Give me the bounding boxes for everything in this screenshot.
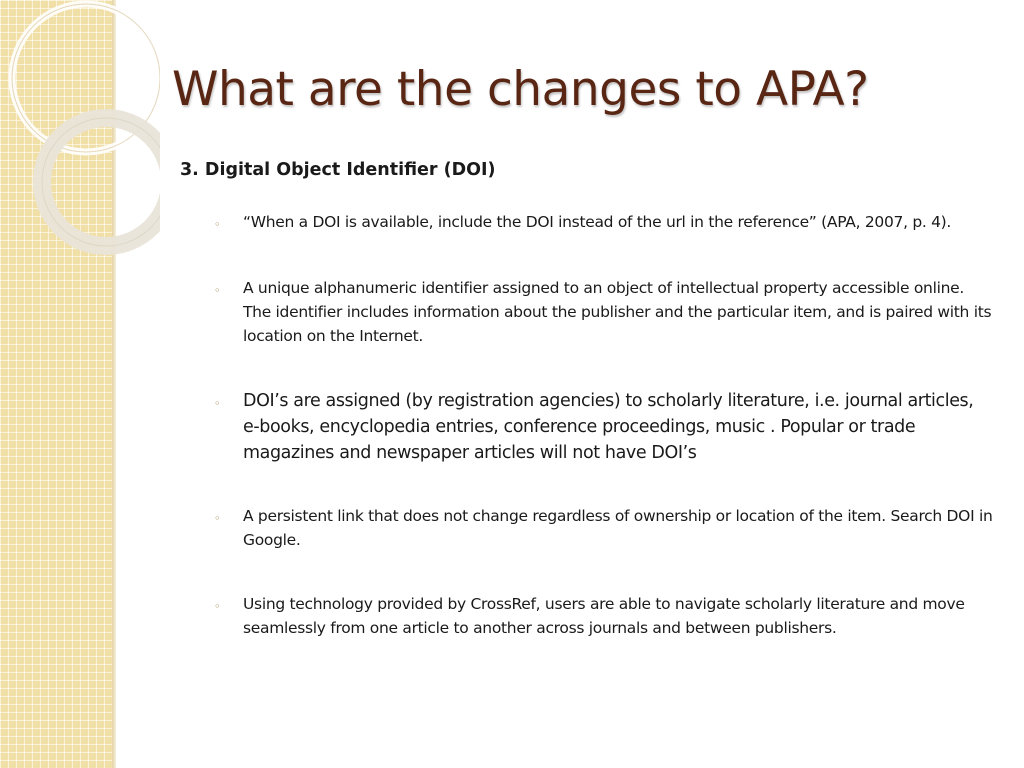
bullet-ring-icon: ◦ [214, 600, 221, 613]
bullet-ring-icon: ◦ [214, 218, 221, 231]
bullet-ring-icon: ◦ [214, 512, 221, 525]
list-item [214, 592, 994, 640]
bullet-text: “When a DOI is available, include the DOI instead of the url in the reference” (APA, 2007, p. 4). [243, 213, 952, 231]
bullet-text: Using technology provided by CrossRef, users are able to navigate scholarly literature and move seamlessly from one article to another across journals and between publishers. [243, 595, 965, 637]
bullet-text: DOI’s are assigned (by registration agencies) to scholarly literature, i.e. journal articles, e-books, encyclopedia entries, conference proceedings, music . Popular or trade magazines and newspaper articles will not have DOI’s [243, 391, 974, 463]
slide-title: What are the changes to APA? [172, 62, 869, 117]
list-item [214, 504, 994, 552]
list-item [214, 210, 994, 234]
section-heading: 3. Digital Object Identifier (DOI) [180, 160, 496, 180]
bullet-ring-icon: ◦ [214, 397, 221, 410]
decorative-rings [0, 0, 160, 300]
bullet-ring-icon: ◦ [214, 284, 221, 297]
bullet-text: A unique alphanumeric identifier assigned to an object of intellectual property accessible online. The identifier includes information about the publisher and the particular item, and is paired with its location on the Internet. [243, 279, 992, 345]
bullet-text: A persistent link that does not change regardless of ownership or location of the item. Search DOI in Google. [243, 507, 993, 549]
list-item [214, 276, 994, 348]
bullet-list [214, 210, 994, 640]
list-item [214, 388, 994, 466]
